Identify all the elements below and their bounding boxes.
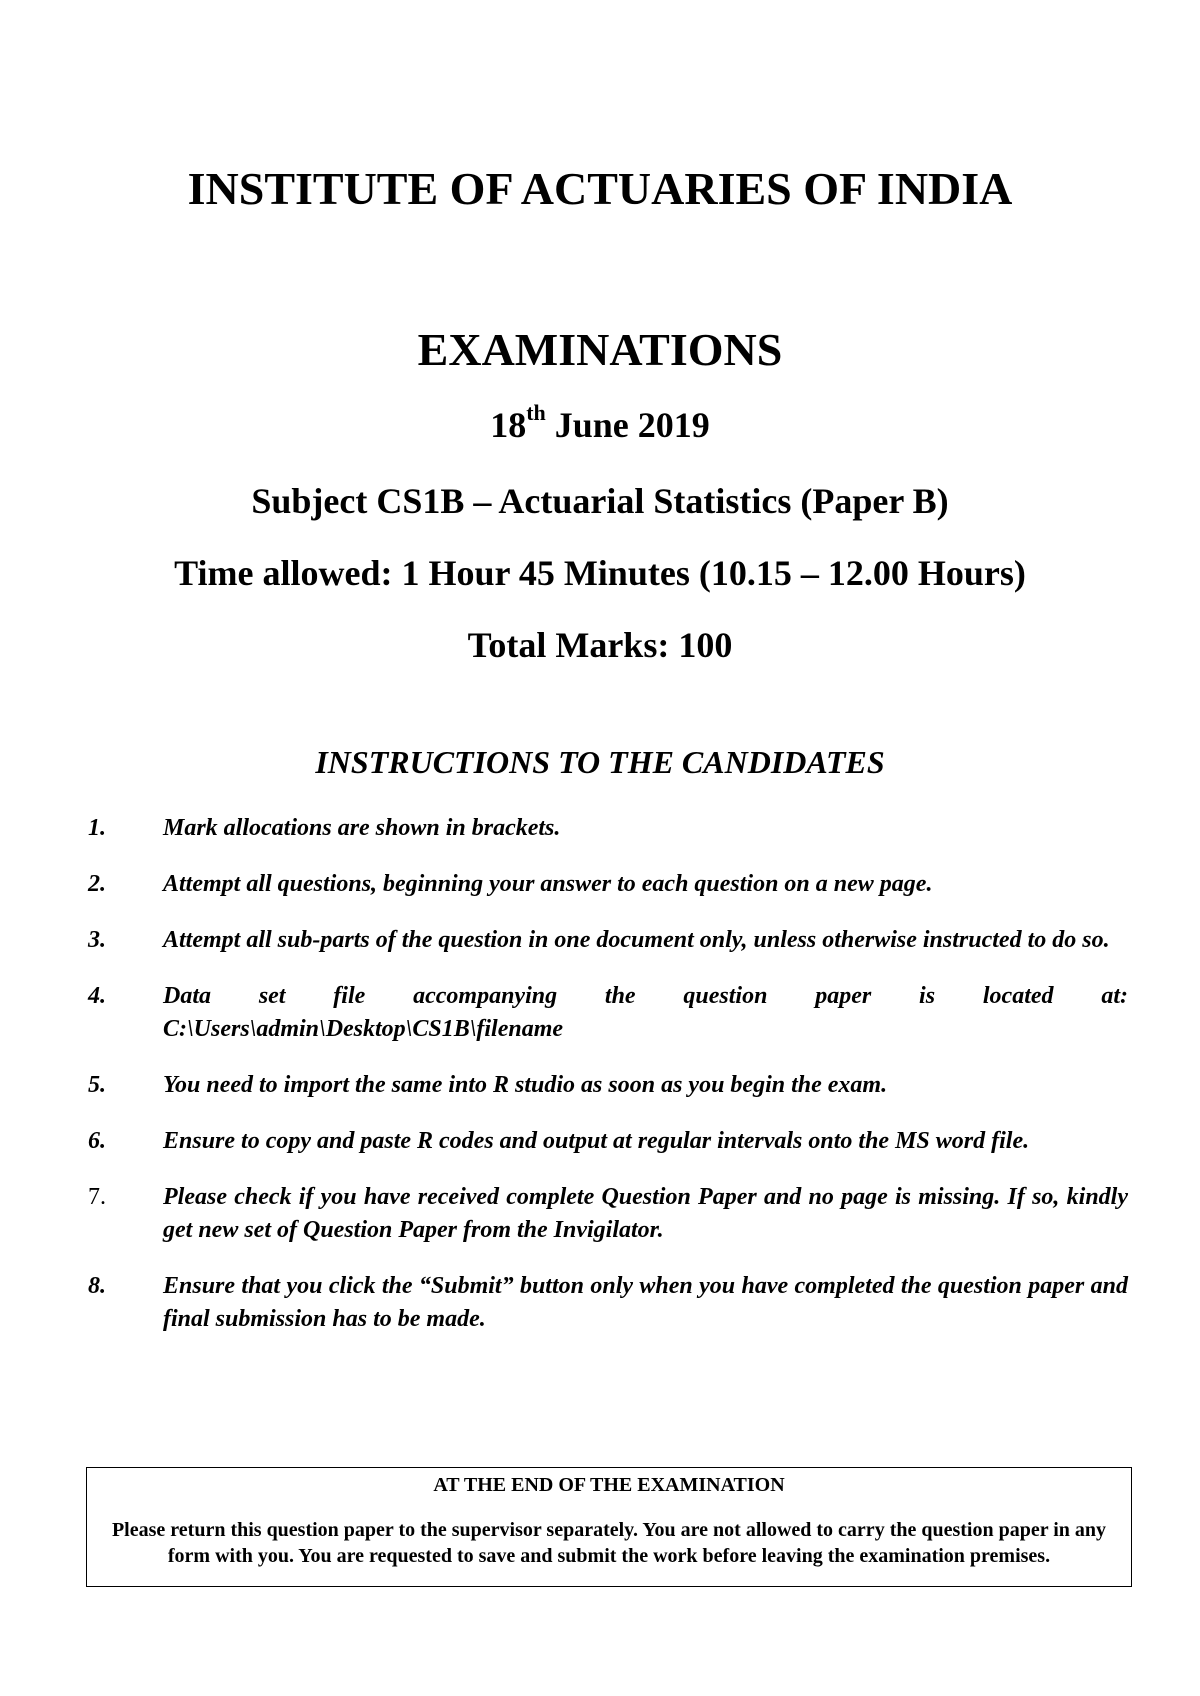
instruction-item xyxy=(88,924,1128,957)
instruction-number: 8. xyxy=(88,1273,106,1299)
instruction-number: 4. xyxy=(88,983,106,1009)
instruction-text: Ensure that you click the “Submit” button only when you have completed the question paper and final submission has to be made. xyxy=(163,1273,1128,1332)
exam-date xyxy=(0,400,1200,446)
dataset-file-path: C:\Users\admin\Desktop\CS1B\filename xyxy=(163,1016,564,1042)
end-of-exam-title: AT THE END OF THE EXAMINATION xyxy=(433,1474,785,1496)
instruction-number: 5. xyxy=(88,1072,106,1098)
exam-date-day: 18 xyxy=(490,405,527,445)
instruction-item xyxy=(88,812,1128,845)
instruction-text: Attempt all questions, beginning your answer to each question on a new page. xyxy=(163,871,933,897)
instruction-item xyxy=(88,1069,1128,1102)
instruction-item xyxy=(88,868,1128,901)
time-allowed: Time allowed: 1 Hour 45 Minutes (10.15 – 12.00 Hours) xyxy=(174,553,1026,593)
instruction-text-line: Data set file accompanying the question paper is located at: xyxy=(163,983,1128,1009)
instruction-text: Please check if you have received complete Question Paper and no page is missing. If so, kindly get new set of Question Paper from the Invigilator. xyxy=(163,1184,1128,1243)
instruction-item xyxy=(88,1125,1128,1158)
instruction-item xyxy=(88,1181,1128,1247)
instruction-number: 2. xyxy=(88,871,106,897)
exam-date-rest: June 2019 xyxy=(545,405,710,445)
instruction-number: 7. xyxy=(88,1184,106,1210)
instruction-number: 1. xyxy=(88,815,106,841)
instruction-text: Ensure to copy and paste R codes and output at regular intervals onto the MS word file. xyxy=(163,1128,1030,1154)
instruction-text: Mark allocations are shown in brackets. xyxy=(163,815,561,841)
instruction-item xyxy=(88,1270,1128,1336)
exam-date-suffix: th xyxy=(526,400,546,425)
instruction-number: 6. xyxy=(88,1128,106,1154)
examinations-title: EXAMINATIONS xyxy=(417,324,783,375)
subject-title: Subject CS1B – Actuarial Statistics (Paper B) xyxy=(251,481,949,521)
instruction-text xyxy=(163,980,1128,1046)
institute-title: INSTITUTE OF ACTUARIES OF INDIA xyxy=(187,163,1013,214)
total-marks: Total Marks: 100 xyxy=(467,625,733,665)
instructions-list xyxy=(88,812,1128,1336)
instruction-text: You need to import the same into R studio as soon as you begin the exam. xyxy=(163,1072,888,1098)
end-of-exam-box xyxy=(86,1467,1132,1587)
instructions-heading: INSTRUCTIONS TO THE CANDIDATES xyxy=(315,744,885,780)
instruction-number: 3. xyxy=(88,927,106,953)
instruction-item xyxy=(88,980,1128,1046)
instruction-text: Attempt all sub-parts of the question in one document only, unless otherwise instructed to do so. xyxy=(163,927,1110,953)
end-of-exam-body: Please return this question paper to the supervisor separately. You are not allowed to carry the question paper in any form with you. You are requested to save and submit the work before leaving the examination premises. xyxy=(111,1519,1107,1567)
